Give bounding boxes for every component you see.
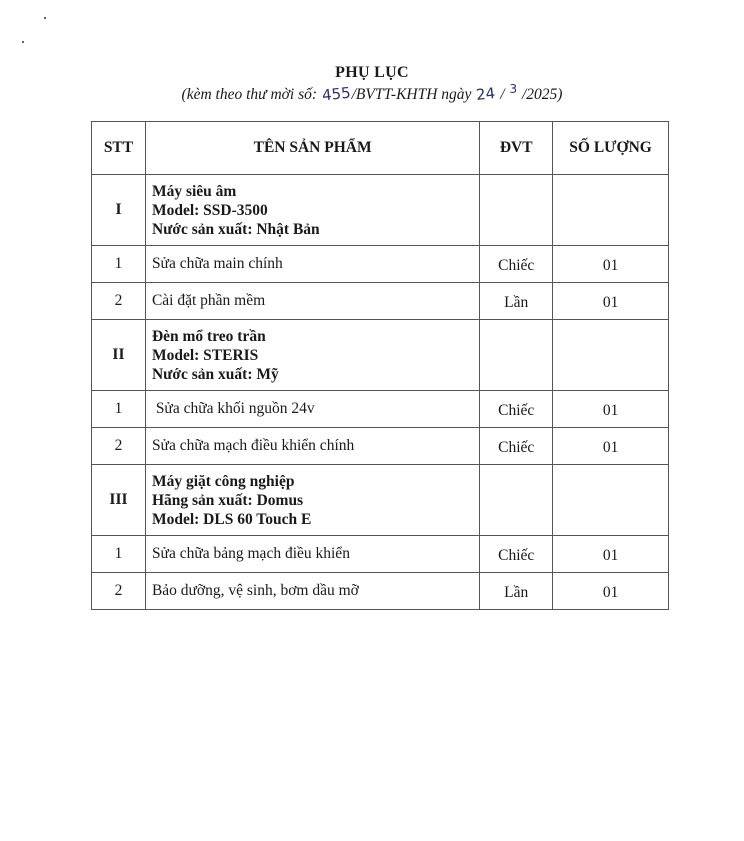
group-line: Hãng sản xuất: Domus [151,491,304,509]
item-stt: 1 [92,246,146,283]
item-qty: 01 [553,428,669,465]
scan-speck [44,17,46,19]
table-row [92,246,669,283]
group-row [92,320,669,391]
group-line: Model: DLS 60 Touch E [151,510,312,528]
item-name: Sửa chữa khối nguồn 24v [145,391,479,428]
item-qty: 01 [553,391,669,428]
group-stt: II [92,320,146,391]
group-qty-empty [553,465,669,536]
group-row [92,175,669,246]
item-unit: Chiếc [480,391,553,428]
header-stt: STT [92,122,146,175]
handwritten-day: 24 [475,84,497,104]
item-unit: Chiếc [480,246,553,283]
page-subtitle [0,82,744,105]
group-unit-empty [480,465,553,536]
group-unit-empty [480,175,553,246]
table-row [92,428,669,465]
header-qty: SỐ LƯỢNG [553,122,669,175]
group-description [145,465,479,536]
subtitle-prefix: (kèm theo thư mời số: [181,86,318,103]
group-line: Máy giặt công nghiệp [151,472,295,490]
item-name: Sửa chữa main chính [145,246,479,283]
page-title: PHỤ LỤC [335,64,409,81]
item-qty: 01 [553,573,669,610]
scan-speck [22,41,24,43]
subtitle-middle: /BVTT-KHTH ngày [351,86,472,103]
table-row [92,283,669,320]
product-table [91,121,669,610]
group-unit-empty [480,320,553,391]
group-line: Nước sản xuất: Mỹ [151,365,279,383]
group-stt: III [92,465,146,536]
subtitle-suffix: /2025) [521,86,563,103]
item-unit: Chiếc [480,536,553,573]
table-row [92,573,669,610]
item-qty: 01 [553,246,669,283]
group-stt: I [92,175,146,246]
item-unit: Lần [480,573,553,610]
group-row [92,465,669,536]
item-stt: 2 [92,283,146,320]
group-description [145,320,479,391]
item-name: Sửa chữa mạch điều khiển chính [145,428,479,465]
group-qty-empty [553,175,669,246]
group-qty-empty [553,320,669,391]
item-unit: Lần [480,283,553,320]
group-line: Model: STERIS [151,346,259,364]
group-line: Nước sản xuất: Nhật Bản [151,220,320,238]
item-stt: 2 [92,573,146,610]
handwritten-doc-number: 455 [321,83,352,105]
header-name: TÊN SẢN PHẨM [145,122,479,175]
group-description [145,175,479,246]
item-name: Bảo dưỡng, vệ sinh, bơm dầu mỡ [145,573,479,610]
item-unit: Chiếc [480,428,553,465]
item-stt: 2 [92,428,146,465]
table-row [92,391,669,428]
header-unit: ĐVT [480,122,553,175]
group-line: Đèn mổ treo trần [151,327,266,345]
item-qty: 01 [553,283,669,320]
group-line: Model: SSD-3500 [151,201,268,219]
group-line: Máy siêu âm [151,182,237,200]
item-name: Cài đặt phần mềm [145,283,479,320]
item-qty: 01 [553,536,669,573]
item-stt: 1 [92,391,146,428]
table-header-row [92,122,669,175]
handwritten-month: 3 [509,82,518,96]
table-row [92,536,669,573]
item-name: Sửa chữa bảng mạch điều khiển [145,536,479,573]
date-separator: / [500,86,505,103]
item-stt: 1 [92,536,146,573]
